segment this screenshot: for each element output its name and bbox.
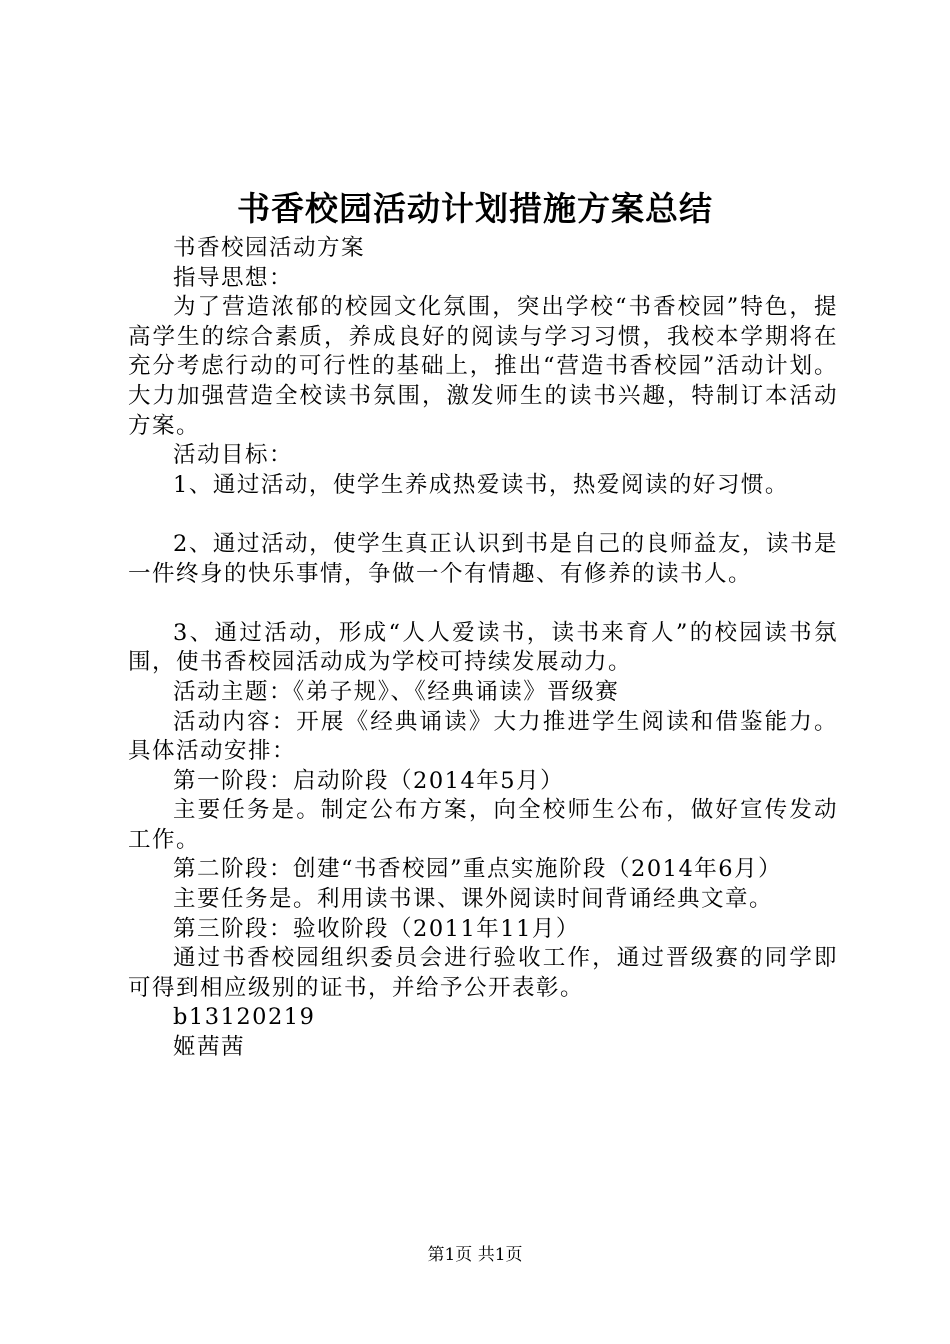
document-body xyxy=(128,234,838,1063)
activity-theme: 活动主题：《弟子规》、《经典诵读》晋级赛 xyxy=(173,678,620,705)
stage-3-heading: 第三阶段：验收阶段（2011年11月） xyxy=(173,915,580,942)
stage-1-heading: 第一阶段：启动阶段（2014年5月） xyxy=(173,767,565,794)
goal-item-2: 2、通过活动，使学生真正认识到书是自己的良师益友，读书是一件终身的快乐事情，争做一个有情趣、有修养的读书人。 xyxy=(128,530,838,587)
guiding-ideology-text: 为了营造浓郁的校园文化氛围，突出学校“书香校园”特色，提高学生的综合素质，养成良好的阅读与学习习惯，我校本学期将在充分考虑行动的可行性的基础上，推出“营造书香校园”活动计划。大力加强营造全校读书氛围，激发师生的读书兴趣，特制订本活动方案。 xyxy=(128,294,838,439)
activity-content: 活动内容：开展《经典诵读》大力推进学生阅读和借鉴能力。具体活动安排： xyxy=(128,708,838,765)
stage-1-task: 主要任务是。制定公布方案，向全校师生公布，做好宣传发动工作。 xyxy=(128,797,838,853)
guiding-ideology-heading: 指导思想： xyxy=(173,264,294,291)
author-name: 姬茜茜 xyxy=(173,1034,246,1061)
activity-goals-heading: 活动目标： xyxy=(173,442,294,469)
document-title: 书香校园活动计划措施方案总结 xyxy=(237,189,713,228)
stage-2-task: 主要任务是。利用读书课、课外阅读时间背诵经典文章。 xyxy=(173,886,774,913)
stage-3-task: 通过书香校园组织委员会进行验收工作，通过晋级赛的同学即可得到相应级别的证书，并给予公开表彰。 xyxy=(128,945,838,1001)
goal-item-3: 3、通过活动，形成“人人爱读书，读书来育人”的校园读书氛围，使书香校园活动成为学校可持续发展动力。 xyxy=(128,619,838,676)
stage-2-heading: 第二阶段：创建“书香校园”重点实施阶段（2014年6月） xyxy=(173,856,783,883)
author-id: b13120219 xyxy=(173,1004,316,1031)
goal-item-1: 1、通过活动，使学生养成热爱读书，热爱阅读的好习惯。 xyxy=(173,471,789,498)
page-footer: 第1页 共1页 xyxy=(427,1245,523,1265)
plan-heading: 书香校园活动方案 xyxy=(173,235,366,261)
